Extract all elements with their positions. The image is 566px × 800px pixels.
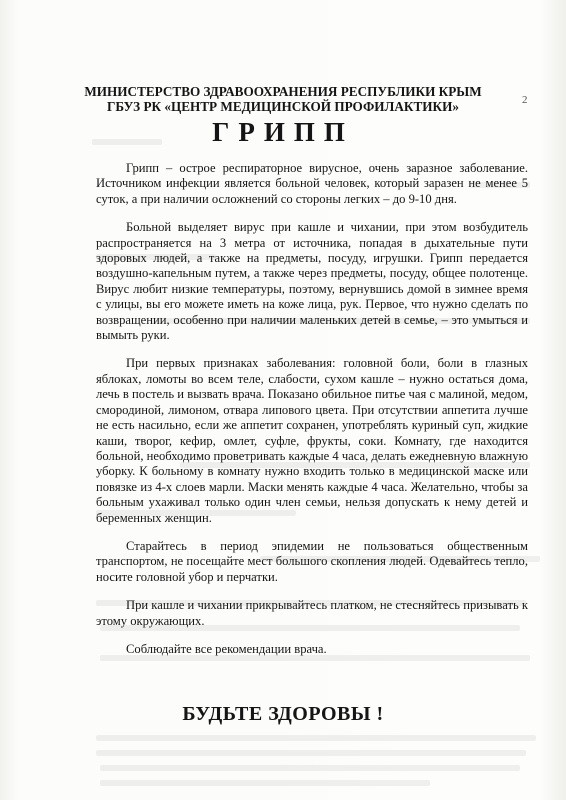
paragraph-symptoms: При первых признаках заболевания: головной боли, боли в глазных яблоках, ломоты во всем теле, слабости, сухом кашле – нужно остаться дома, лечь в постель и вызвать врача. Показано обильное питье чая с малиной, медом, смородиной, лимоном, отвара липового цвета. При отсутствии аппетита лучше не есть насильно, если же аппетит сохранен, употреблять куриный суп, жидкие каши, творог, кефир, омлет, суфле, фрукты, соки. Комнату, где находится больной, необходимо проветривать каждые 4 часа, делать ежедневную влажную уборку. К больному в комнату нужно входить только в медицинской маске или повязке из 4-х слоев марли. Маски менять каждые 4 часа. Желательно, чтобы за больным ухаживал только один член семьи, нельзя допускать к нему детей и беременных женщин.	[96, 356, 528, 525]
paragraph-epidemic: Старайтесь в период эпидемии не пользоваться общественным транспортом, не посещайте мест большого скопления людей. Одевайтесь тепло, носите головной убор и перчатки.	[96, 538, 528, 584]
document-header	[0, 84, 566, 114]
closing-phrase: БУДЬТЕ ЗДОРОВЫ !	[182, 703, 384, 725]
paragraph-cough: При кашле и чихании прикрывайтесь платком, не стесняйтесь призывать к этому окружающих.	[96, 598, 528, 628]
document-title: ГРИПП	[212, 117, 354, 147]
paragraph-transmission: Больной выделяет вирус при кашле и чихании, при этом возбудитель распространяется на 3 метра от источника, попадая в дыхательные пути здоровых людей, а также на предметы, посуду, игрушки. Грипп передается воздушно-капельным путем, а также через предметы, посуду, общее полотенце. Вирус любит низкие температуры, поэтому, вернувшись домой в зимнее время с улицы, вы его можете иметь на коже лица, рук. Первое, что нужно сделать по возвращении, особенно при наличии маленьких детей в семье, – это умыться и вымыть руки.	[96, 220, 528, 343]
document-body	[96, 161, 528, 657]
institution-name: ГБУЗ РК «ЦЕНТР МЕДИЦИНСКОЙ ПРОФИЛАКТИКИ»	[107, 99, 459, 114]
paragraph-doctor: Соблюдайте все рекомендации врача.	[126, 641, 327, 656]
ministry-name: МИНИСТЕРСТВО ЗДРАВООХРАНЕНИЯ РЕСПУБЛИКИ КРЫМ	[84, 84, 482, 99]
paragraph-intro: Грипп – острое респираторное вирусное, очень заразное заболевание. Источником инфекции является больной человек, который заразен не менее 5 суток, а при наличии осложнений со стороны легких – до 9-10 дня.	[96, 161, 528, 206]
page-number: 2	[522, 94, 528, 106]
